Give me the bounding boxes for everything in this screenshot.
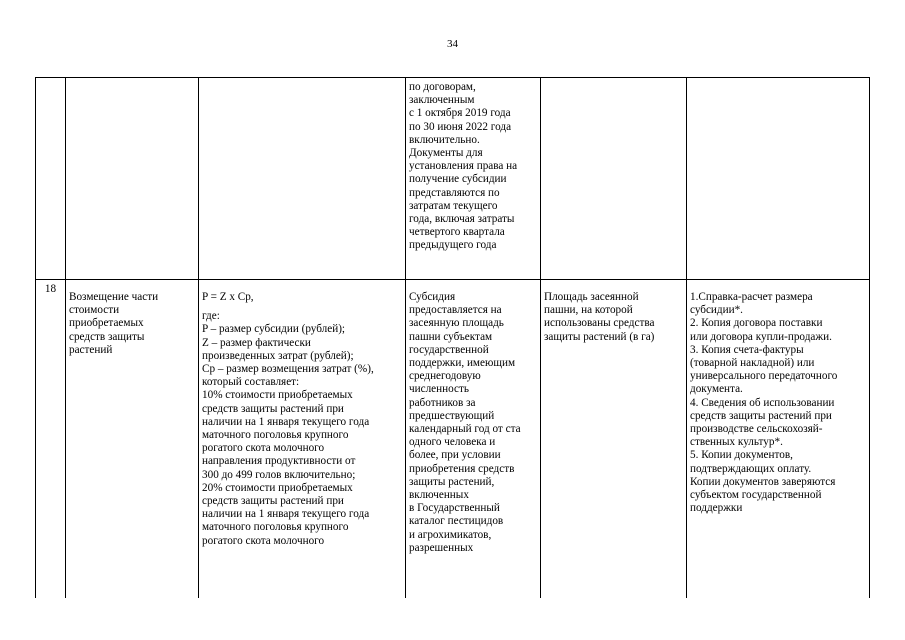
text-line: в Государственный	[409, 502, 500, 515]
text-line: получение субсидии	[409, 173, 507, 186]
text-line: поддержки, имеющим	[409, 357, 516, 370]
text-line: затратам текущего	[409, 199, 498, 212]
text-line: где:	[202, 310, 220, 323]
cell-direction	[66, 280, 199, 599]
text-line: защиты растений,	[409, 475, 495, 488]
text-line: более, при условии	[409, 449, 501, 462]
text-line: направления продуктивности от	[202, 455, 356, 468]
text-line: предоставляется на	[409, 304, 502, 317]
text-line: маточного поголовья крупного	[202, 429, 349, 442]
text-line: документа.	[690, 383, 743, 396]
text-line: рогатого скота молочного	[202, 534, 325, 547]
formula: P = Z x Cp,	[202, 291, 254, 303]
text-line: 2. Копия договора поставки	[690, 317, 823, 330]
text-line: (товарной накладной) или	[690, 357, 815, 370]
text-line: Копии документов заверяются	[690, 475, 836, 488]
text-line: включенных	[409, 489, 469, 502]
text-line: среднегодовую	[409, 370, 481, 383]
text-line: разрешенных	[409, 541, 474, 554]
cell-base-empty	[541, 78, 687, 280]
cell-number-empty	[36, 78, 66, 280]
text-line: года, включая затраты	[409, 213, 515, 226]
text-line: Площадь засеянной	[544, 291, 639, 303]
text-line: субсидии*.	[690, 304, 743, 317]
text-line: средств защиты растений при	[690, 409, 832, 422]
text-line: рогатого скота молочного	[202, 442, 325, 455]
cell-documents	[687, 280, 870, 599]
text-line: ственных культур*.	[690, 436, 783, 449]
text-line: предыдущего года	[409, 239, 497, 252]
text-line: универсального передаточного	[690, 370, 838, 383]
text-line: Cp – размер возмещения затрат (%),	[202, 363, 374, 376]
text-line: защиты растений (в га)	[544, 330, 655, 343]
text-line: пашни субъектам	[409, 330, 493, 343]
text-line: по 30 июня 2022 года	[409, 120, 512, 133]
text-line: Z – размер фактически	[202, 336, 311, 349]
text-line: Документы для	[409, 147, 483, 160]
text-line: P – размер субсидии (рублей);	[202, 323, 346, 336]
text-line: растений	[69, 343, 113, 356]
table-row-18	[36, 280, 870, 599]
text-line: поддержки	[690, 502, 743, 515]
subsidy-table	[35, 77, 870, 598]
cell-conditions-continued	[406, 78, 541, 280]
text-line: наличии на 1 января текущего года	[202, 508, 370, 521]
text-line: включительно.	[409, 133, 480, 146]
text-line: средств защиты	[69, 330, 145, 343]
cell-direction-empty	[66, 78, 199, 280]
text-line: Возмещение части	[69, 291, 159, 303]
text-line: 5. Копии документов,	[690, 449, 793, 462]
cell-calculation-empty	[199, 78, 406, 280]
text-line: представляются по	[409, 186, 500, 199]
cell-calculation	[199, 280, 406, 599]
text-line: работников за	[409, 396, 476, 409]
text-line: засеянную площадь	[409, 317, 504, 330]
text-line: использованы средства	[544, 317, 655, 330]
text-line: 1.Справка-расчет размера	[690, 291, 813, 303]
text-line: средств защиты растений при	[202, 402, 344, 415]
text-line: и агрохимикатов,	[409, 528, 492, 541]
text-line: 300 до 499 голов включительно;	[202, 468, 356, 481]
cell-documents-empty	[687, 78, 870, 280]
cell-conditions	[406, 280, 541, 599]
text-line: Субсидия	[409, 291, 456, 303]
text-line: 3. Копия счета-фактуры	[690, 343, 804, 356]
text-line: государственной	[409, 343, 489, 356]
text-line: средств защиты растений при	[202, 495, 344, 508]
text-line: 10% стоимости приобретаемых	[202, 389, 353, 402]
text-line: наличии на 1 января текущего года	[202, 415, 370, 428]
text-line: 20% стоимости приобретаемых	[202, 481, 353, 494]
text-line: каталог пестицидов	[409, 515, 504, 528]
text-line: подтверждающих оплату.	[690, 462, 812, 475]
text-line: четвертого квартала	[409, 226, 505, 239]
text-line: календарный год от ста	[409, 423, 521, 436]
text-line: численность	[409, 383, 469, 396]
text-line: или договора купли-продажи.	[690, 330, 832, 343]
page-number: 34	[447, 38, 458, 50]
text-line: приобретаемых	[69, 317, 144, 330]
text-line: стоимости	[69, 304, 120, 317]
text-line: с 1 октября 2019 года	[409, 107, 511, 120]
text-line: одного человека и	[409, 436, 496, 449]
table-row-continuation	[36, 78, 870, 280]
text-line: по договорам,	[409, 81, 476, 93]
text-line: приобретения средств	[409, 462, 515, 475]
text-line: предшествующий	[409, 409, 495, 422]
cell-base	[541, 280, 687, 599]
text-line: установления права на	[409, 160, 518, 173]
text-line: 4. Сведения об использовании	[690, 396, 835, 409]
text-line: пашни, на которой	[544, 304, 633, 317]
text-line: который составляет:	[202, 376, 300, 389]
text-line: маточного поголовья крупного	[202, 521, 349, 534]
text-line: производстве сельскохозяй-	[690, 423, 823, 436]
text-line: произведенных затрат (рублей);	[202, 349, 354, 362]
cell-row-number: 18	[36, 280, 66, 599]
text-line: субъектом государственной	[690, 489, 822, 502]
text-line: заключенным	[409, 94, 475, 107]
